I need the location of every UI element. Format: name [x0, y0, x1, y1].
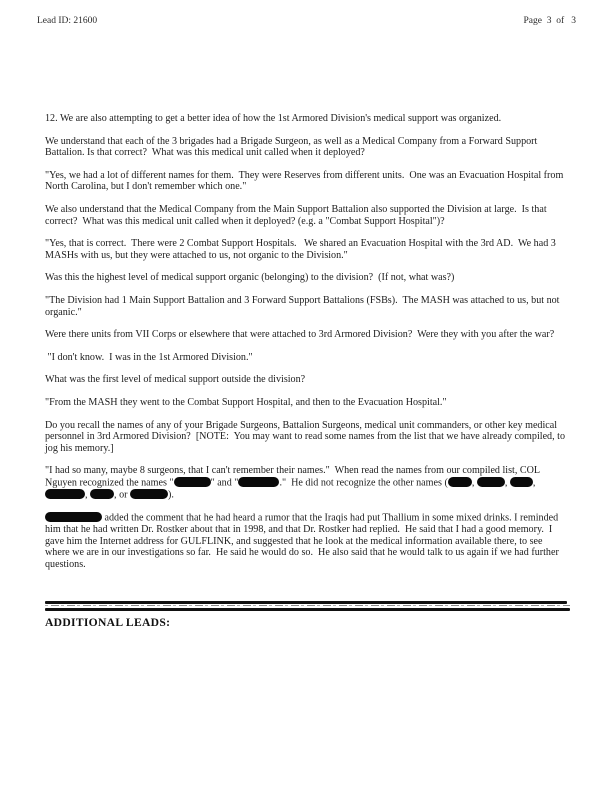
- redaction-block: [45, 512, 102, 522]
- body-paragraph: What was the first level of medical support outside the division?: [45, 374, 306, 386]
- page-number-label: Page 3 of 3: [523, 16, 576, 26]
- page-header: [37, 16, 576, 26]
- lead-id-label: Lead ID: 21600: [37, 16, 98, 26]
- body-paragraph: added the comment that he had heard a rumor that the Iraqis had put Thallium in some mixed drinks. I reminded him that he had written Dr. Rostker about that in 1998, and that Dr. Rostker had replied. He said that I had a good memory. I gave him the Internet address for GULFLINK, and suggested that he look at the medical information available there, to see where we are in our investigations so far. He said he would do so. He also said that he would talk to us again if we had further questions.: [45, 512, 562, 570]
- redaction-block: [477, 477, 505, 487]
- divider-scan-noise: [45, 605, 570, 606]
- body-paragraph: "From the MASH they went to the Combat Support Hospital, and then to the Evacuation Hospital.": [45, 396, 447, 408]
- divider-bar-bottom: [45, 608, 570, 611]
- redaction-block: [130, 489, 168, 499]
- additional-leads-title: ADDITIONAL LEADS:: [45, 615, 171, 629]
- redaction-block: [448, 477, 472, 487]
- document-body: [45, 113, 569, 582]
- redaction-block: [238, 477, 279, 487]
- body-paragraph: "Yes, that is correct. There were 2 Combat Support Hospitals. We shared an Evacuation Hospital with the 3rd AD. We had 3 MASHs with us, but they were attached to us, not organic to the Division.": [45, 238, 559, 261]
- section-divider: [45, 601, 570, 611]
- body-paragraph: "The Division had 1 Main Support Battalion and 3 Forward Support Battalions (FSBs). The MASH was attached to us, but not organic.": [45, 294, 563, 318]
- body-paragraph: We understand that each of the 3 brigades had a Brigade Surgeon, as well as a Medical Company from a Forward Support Battalion. Is that correct? What was this medical unit called when it deployed?: [45, 135, 540, 159]
- body-paragraph: "I don't know. I was in the 1st Armored Division.": [45, 351, 253, 363]
- body-paragraph: "I had so many, maybe 8 surgeons, that I can't remember their names." When read the names from our compiled list, COL Nguyen recognized the names " " and " ." He did not recognize the other names ( , , , , , or ).: [45, 465, 543, 501]
- redaction-block: [45, 489, 85, 499]
- body-paragraph: We also understand that the Medical Company from the Main Support Battalion also supported the Division at large. Is that correct? What was this medical unit called when it deployed? (e.g. a "Combat Support Hospital")?: [45, 203, 550, 227]
- redaction-block: [510, 477, 533, 487]
- redaction-block: [174, 477, 211, 487]
- redaction-block: [90, 489, 114, 499]
- body-paragraph: Was this the highest level of medical support organic (belonging) to the division? (If not, what was?): [45, 272, 455, 284]
- body-paragraph: 12. We are also attempting to get a better idea of how the 1st Armored Division's medical support was organized.: [45, 113, 502, 124]
- additional-leads-section: [45, 601, 570, 629]
- divider-bar-top: [45, 601, 567, 604]
- body-paragraph: Do you recall the names of any of your Brigade Surgeons, Battalion Surgeons, medical unit commanders, or other key medical personnel in 3rd Armored Division? [NOTE: You may want to read some names from the list that we have already compiled, to jog his memory.]: [45, 419, 568, 454]
- body-paragraph: Were there units from VII Corps or elsewhere that were attached to 3rd Armored Division? Were they with you after the war?: [45, 329, 555, 341]
- body-paragraph: "Yes, we had a lot of different names for them. They were Reserves from different units. One was an Evacuation Hospital from North Carolina, but I don't remember which one.": [45, 169, 566, 193]
